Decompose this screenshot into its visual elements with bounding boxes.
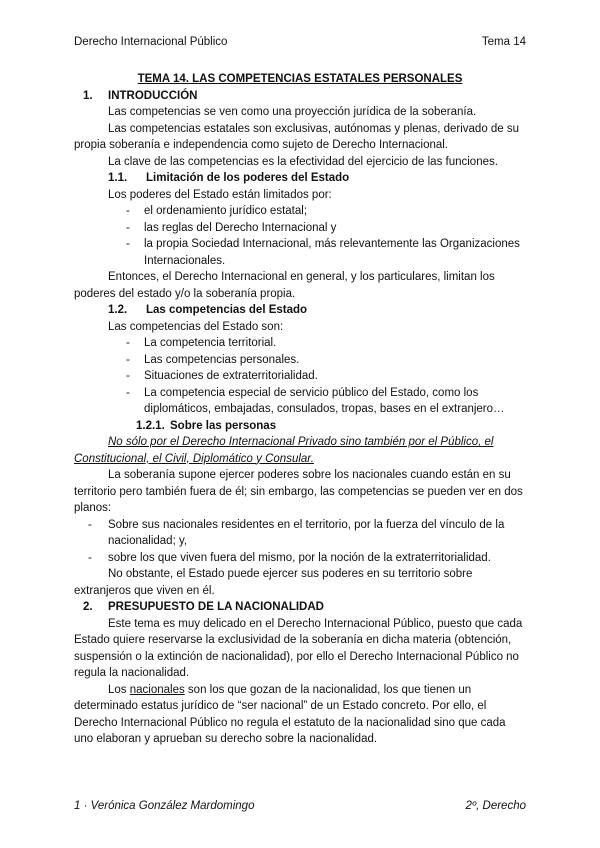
list-item-text: Las competencias personales. xyxy=(144,353,300,366)
section-1-2-1-number: 1.2.1. xyxy=(136,419,165,432)
list-item-text: Sobre sus nacionales residentes en el territorio, por la fuerza del vínculo de la nacionalidad; y, xyxy=(108,518,505,547)
footer-author: 1 · Verónica González Mardomingo xyxy=(74,800,255,812)
list-item: - Las competencias personales. xyxy=(126,353,300,366)
list-item-text: La competencia territorial. xyxy=(144,337,277,349)
list-item-text: el ordenamiento jurídico estatal; xyxy=(144,205,308,217)
section-1-1-title: Limitación de los poderes del Estado xyxy=(146,172,350,184)
paragraph: La soberanía supone ejercer poderes sobre los nacionales cuando están en su territorio pero también fuera de él; sin embargo, las competencias se pueden ver en dos planos: xyxy=(74,469,523,514)
limits-list xyxy=(74,203,526,269)
document-title: TEMA 14. LAS COMPETENCIAS ESTATALES PERSONALES xyxy=(137,73,463,85)
list-item: - La competencia territorial. xyxy=(126,337,277,349)
section-1-2-1-heading xyxy=(74,418,526,435)
paragraph-text: Los xyxy=(108,683,130,696)
paragraph-text: son los que gozan de la nacionalidad, los que tienen un determinado estatus jurídico de “ser nacional” de un Estado concreto. Por ello, el Derecho Internacional Público no regula el estatuto de la nacionalidad sino que cada uno elaboran y aprueban su derecho sobre la nacionalidad. xyxy=(74,683,506,745)
paragraph xyxy=(74,682,526,748)
paragraph: Las competencias estatales son exclusivas, autónomas y plenas, derivado de su propia soberanía e independencia como sujeto de Derecho Internacional. xyxy=(74,122,520,151)
planes-list xyxy=(74,517,526,567)
list-item: - las reglas del Derecho Internacional y xyxy=(126,221,337,234)
list-item-text: Situaciones de extraterritorialidad. xyxy=(144,370,318,382)
paragraph: Las competencias se ven como una proyección jurídica de la soberanía. xyxy=(108,106,477,118)
list-item: - la propia Sociedad Internacional, más relevantemente las Organizaciones Internacionales. xyxy=(126,238,520,267)
list-item-text: la propia Sociedad Internacional, más relevantemente las Organizaciones Internacionales. xyxy=(144,238,520,267)
header-course: Derecho Internacional Público xyxy=(74,36,228,48)
underlined-term: nacionales xyxy=(129,683,185,696)
list-item: - sobre los que viven fuera del mismo, por la noción de la extraterritorialidad. xyxy=(88,551,491,564)
section-1-1-number: 1.1. xyxy=(108,172,128,184)
section-1-2-1-title: Sobre las personas xyxy=(170,419,277,432)
section-2-heading xyxy=(74,599,526,616)
section-2-number: 2. xyxy=(83,601,93,613)
section-1-2-number: 1.2. xyxy=(108,304,128,316)
footer-course: 2º, Derecho xyxy=(465,800,526,812)
italic-note xyxy=(74,434,526,467)
italic-note-text: No sólo por el Derecho Internacional Privado sino también por el Público, el Constitucional, el Civil, Diplomático y Consular. xyxy=(74,436,494,465)
list-item-text: sobre los que viven fuera del mismo, por la noción de la extraterritorialidad. xyxy=(108,551,491,564)
section-1-title: INTRODUCCIÓN xyxy=(108,89,198,102)
section-1-2-title: Las competencias del Estado xyxy=(146,304,308,316)
paragraph: Este tema es muy delicado en el Derecho Internacional Público, puesto que cada Estado quiere reservarse la exclusividad de la soberanía en dicha materia (obtención, suspensión o la extinción de nacionalidad), por ello el Derecho Internacional Público no regula la nacionalidad. xyxy=(74,617,523,679)
list-item: - La competencia especial de servicio público del Estado, como los diplomáticos, embajadas, consulados, tropas, bases en el extranjero… xyxy=(126,386,505,415)
list-item-text: La competencia especial de servicio público del Estado, como los diplomáticos, embajadas, consulados, tropas, bases en el extranjero… xyxy=(144,386,505,415)
paragraph: Los poderes del Estado están limitados por: xyxy=(108,188,332,201)
section-1-heading xyxy=(74,88,526,105)
paragraph: La clave de las competencias es la efectividad del ejercicio de las funciones. xyxy=(108,155,498,168)
document-body xyxy=(74,71,526,748)
header-topic: Tema 14 xyxy=(481,36,526,48)
section-1-2-heading xyxy=(74,302,526,319)
paragraph: Las competencias del Estado son: xyxy=(108,320,284,333)
section-1-number: 1. xyxy=(83,89,93,102)
section-2-title: PRESUPUESTO DE LA NACIONALIDAD xyxy=(108,601,324,613)
paragraph: Entonces, el Derecho Internacional en general, y los particulares, limitan los poderes del estado y/o la soberanía propia. xyxy=(74,271,495,300)
paragraph: No obstante, el Estado puede ejercer sus poderes en su territorio sobre extranjeros que viven en él. xyxy=(74,568,473,597)
list-item-text: las reglas del Derecho Internacional y xyxy=(144,221,337,234)
list-item: - Sobre sus nacionales residentes en el territorio, por la fuerza del vínculo de la nacionalidad; y, xyxy=(88,518,505,547)
list-item: - el ordenamiento jurídico estatal; xyxy=(126,205,308,217)
section-1-1-heading xyxy=(74,170,526,187)
competencies-list xyxy=(74,335,526,418)
list-item: - Situaciones de extraterritorialidad. xyxy=(126,370,318,382)
